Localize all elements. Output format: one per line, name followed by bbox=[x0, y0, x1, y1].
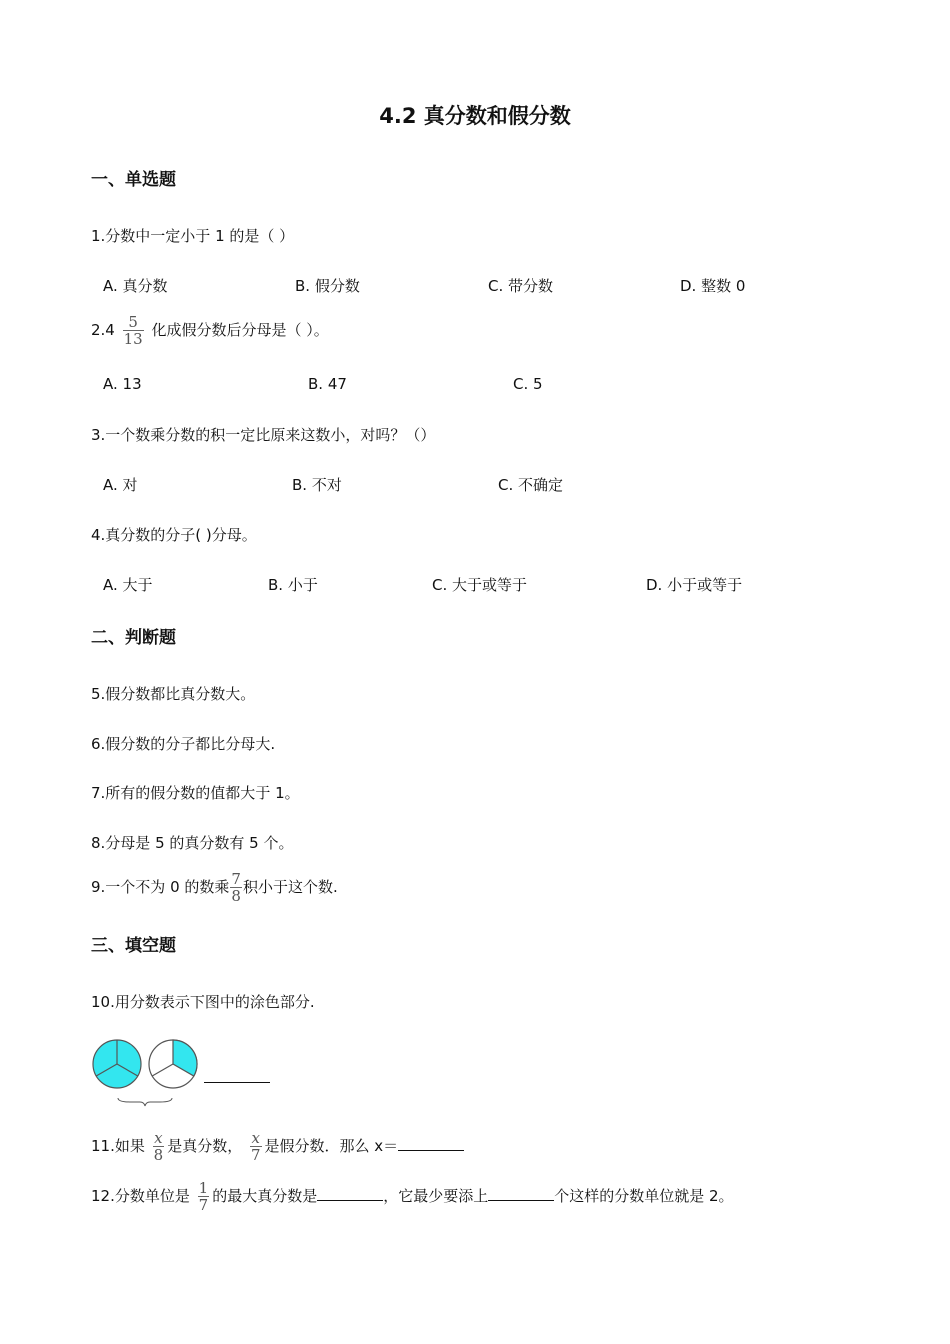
question-3: 3.一个数乘分数的积一定比原来这数小，对吗？（） bbox=[91, 426, 436, 444]
q4-option-c[interactable]: C. 大于或等于 bbox=[432, 576, 528, 594]
circle-partially-shaded bbox=[149, 1040, 197, 1088]
question-8: 8.分母是 5 的真分数有 5 个。 bbox=[91, 834, 294, 852]
q10-circles-figure bbox=[88, 1034, 208, 1110]
q11-fraction-2-denominator: 7 bbox=[250, 1146, 261, 1164]
q2-fraction-numerator: 5 bbox=[123, 314, 144, 331]
q3-option-a[interactable]: A. 对 bbox=[103, 476, 138, 494]
question-2 bbox=[91, 314, 329, 347]
q11-fraction-2 bbox=[250, 1130, 262, 1163]
section-heading-fill-in: 三、填空题 bbox=[91, 936, 176, 956]
q12-mid-1: 的最大真分数是 bbox=[212, 1187, 318, 1205]
q10-answer-blank[interactable] bbox=[204, 1068, 270, 1083]
q1-option-d[interactable]: D. 整数 0 bbox=[680, 277, 746, 295]
question-6: 6.假分数的分子都比分母大. bbox=[91, 735, 276, 753]
question-5: 5.假分数都比真分数大。 bbox=[91, 685, 256, 703]
q9-fraction-denominator: 8 bbox=[231, 887, 241, 905]
section-heading-single-choice: 一、单选题 bbox=[91, 170, 176, 190]
q11-prefix: 11.如果 bbox=[91, 1137, 145, 1155]
circle-fully-shaded bbox=[93, 1040, 141, 1088]
q2-prefix: 2.4 bbox=[91, 321, 115, 339]
q11-fraction-1 bbox=[153, 1130, 165, 1163]
q11-fraction-1-numerator: x bbox=[154, 1129, 163, 1147]
q1-option-b[interactable]: B. 假分数 bbox=[295, 277, 360, 295]
q2-option-b[interactable]: B. 47 bbox=[308, 375, 347, 393]
q11-mid: 是真分数， bbox=[167, 1137, 243, 1155]
question-12 bbox=[91, 1180, 734, 1213]
q12-mid-2: ，它最少要添上 bbox=[383, 1187, 489, 1205]
q12-answer-blank-1[interactable] bbox=[317, 1186, 383, 1201]
q9-fraction bbox=[230, 871, 242, 904]
q1-option-c[interactable]: C. 带分数 bbox=[488, 277, 554, 295]
q4-option-b[interactable]: B. 小于 bbox=[268, 576, 318, 594]
q11-fraction-2-numerator: x bbox=[251, 1129, 260, 1147]
q2-option-a[interactable]: A. 13 bbox=[103, 375, 142, 393]
section-heading-true-false: 二、判断题 bbox=[91, 628, 176, 648]
q12-fraction-denominator: 7 bbox=[198, 1196, 209, 1214]
q9-fraction-numerator: 7 bbox=[231, 870, 241, 888]
q12-fraction-numerator: 1 bbox=[198, 1179, 209, 1197]
question-7: 7.所有的假分数的值都大于 1。 bbox=[91, 784, 300, 802]
q9-prefix: 9.一个不为 0 的数乘 bbox=[91, 878, 230, 896]
q12-prefix: 12.分数单位是 bbox=[91, 1187, 190, 1205]
q11-fraction-1-denominator: 8 bbox=[153, 1146, 164, 1164]
q2-fraction-denominator: 13 bbox=[123, 330, 143, 348]
page-title: 4.2 真分数和假分数 bbox=[379, 104, 571, 128]
question-11 bbox=[91, 1130, 464, 1163]
q12-fraction bbox=[198, 1180, 210, 1213]
q12-answer-blank-2[interactable] bbox=[488, 1186, 554, 1201]
brace-under-circles bbox=[118, 1098, 172, 1106]
q4-option-d[interactable]: D. 小于或等于 bbox=[646, 576, 743, 594]
question-9 bbox=[91, 871, 338, 904]
question-4: 4.真分数的分子( )分母。 bbox=[91, 526, 257, 544]
q11-answer-blank[interactable] bbox=[398, 1136, 464, 1151]
q2-suffix: 化成假分数后分母是（ ）。 bbox=[151, 321, 329, 339]
q2-option-c[interactable]: C. 5 bbox=[513, 375, 543, 393]
q4-option-a[interactable]: A. 大于 bbox=[103, 576, 153, 594]
q12-suffix: 个这样的分数单位就是 2。 bbox=[554, 1187, 734, 1205]
question-1: 1.分数中一定小于 1 的是（ ） bbox=[91, 227, 295, 245]
q3-option-c[interactable]: C. 不确定 bbox=[498, 476, 564, 494]
q3-option-b[interactable]: B. 不对 bbox=[292, 476, 342, 494]
question-10: 10.用分数表示下图中的涂色部分. bbox=[91, 993, 315, 1011]
q9-suffix: 积小于这个数. bbox=[242, 878, 338, 896]
q11-suffix: 是假分数．那么 x＝ bbox=[264, 1137, 399, 1155]
q1-option-a[interactable]: A. 真分数 bbox=[103, 277, 168, 295]
q2-fraction bbox=[123, 314, 144, 347]
